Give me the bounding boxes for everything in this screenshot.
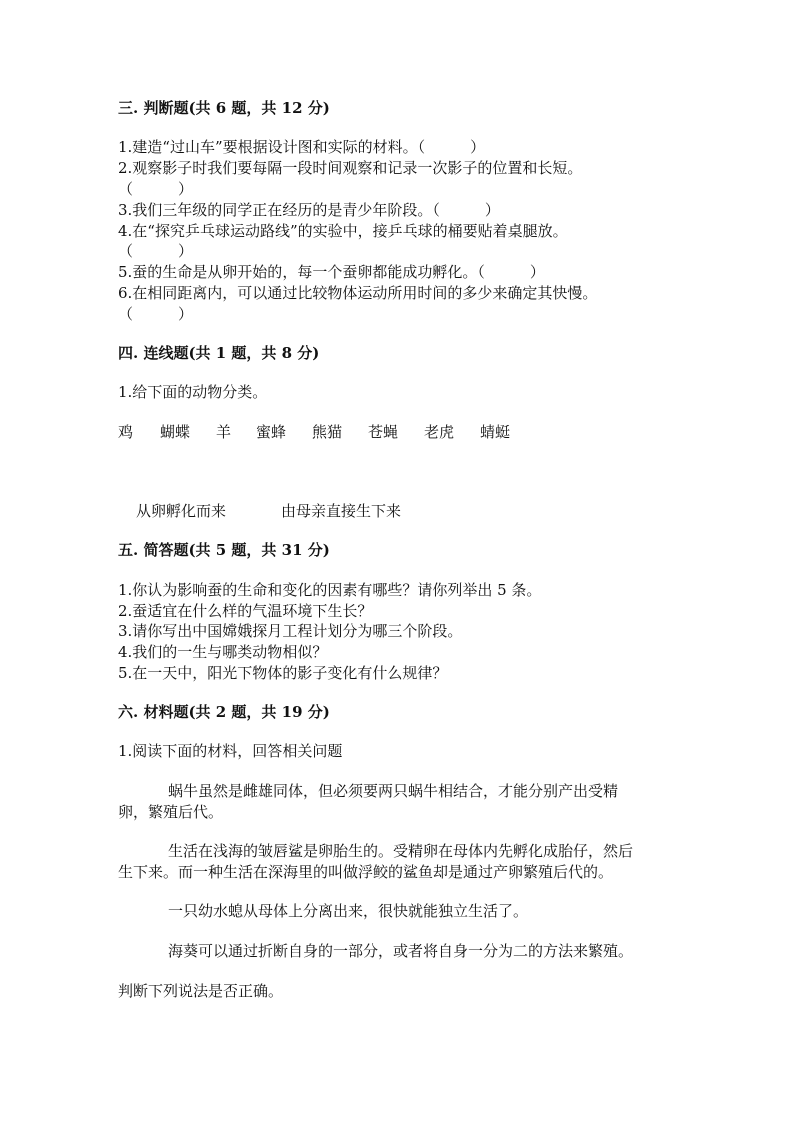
animal-item: 鸡 bbox=[118, 423, 134, 441]
animal-item: 蜜蜂 bbox=[256, 423, 287, 441]
section-3-question-4: 4.在“探究乒乓球运动路线”的实验中，接乒乓球的桶要贴着桌腿放。 bbox=[118, 222, 568, 240]
material-paragraph-1-line-2: 卵，繁殖后代。 bbox=[118, 803, 224, 821]
section-3-question-2-answer-paren: （ ） bbox=[118, 180, 194, 198]
section-6-question-1: 1.阅读下面的材料，回答相关问题 bbox=[118, 742, 343, 760]
material-paragraph-4: 海葵可以通过折断自身的一部分，或者将自身一分为二的方法来繁殖。 bbox=[168, 942, 634, 960]
section-6-title: 六. 材料题(共 2 题，共 19 分) bbox=[118, 703, 330, 721]
material-paragraph-3: 一只幼水螅从母体上分离出来，很快就能独立生活了。 bbox=[168, 902, 529, 920]
animal-item: 蝴蝶 bbox=[160, 423, 191, 441]
category-label: 由母亲直接生下来 bbox=[281, 502, 402, 520]
material-paragraph-2-line-1: 生活在浅海的皱唇鲨是卵胎生的。受精卵在母体内先孵化成胎仔，然后 bbox=[168, 842, 634, 860]
section-5-question-1: 1.你认为影响蚕的生命和变化的因素有哪些？请你列举出 5 条。 bbox=[118, 581, 542, 599]
animal-item: 熊猫 bbox=[312, 423, 343, 441]
material-paragraph-1-line-1: 蜗牛虽然是雌雄同体，但必须要两只蜗牛相结合，才能分别产出受精 bbox=[168, 782, 619, 800]
section-3-question-1: 1.建造“过山车”要根据设计图和实际的材料。（ ） bbox=[118, 138, 486, 156]
section-5-question-3: 3.请你写出中国嫦娥探月工程计划分为哪三个阶段。 bbox=[118, 622, 463, 640]
section-4-title: 四. 连线题(共 1 题，共 8 分) bbox=[118, 344, 320, 362]
section-3-question-5: 5.蚕的生命是从卵开始的，每一个蚕卵都能成功孵化。（ ） bbox=[118, 263, 545, 281]
animal-item: 苍蝇 bbox=[368, 423, 399, 441]
section-3-question-2: 2.观察影子时我们要每隔一段时间观察和记录一次影子的位置和长短。 bbox=[118, 159, 583, 177]
section-4-question-1: 1.给下面的动物分类。 bbox=[118, 383, 268, 401]
section-3-question-3: 3.我们三年级的同学正在经历的是青少年阶段。（ ） bbox=[118, 201, 500, 219]
section-5-question-4: 4.我们的一生与哪类动物相似？ bbox=[118, 643, 328, 661]
section-3-question-6: 6.在相同距离内，可以通过比较物体运动所用时间的多少来确定其快慢。 bbox=[118, 284, 598, 302]
judge-instruction: 判断下列说法是否正确。 bbox=[118, 982, 284, 1000]
animal-item: 老虎 bbox=[424, 423, 455, 441]
animal-item: 蜻蜓 bbox=[480, 423, 511, 441]
animal-item: 羊 bbox=[216, 423, 232, 441]
material-paragraph-2-line-2: 生下来。而一种生活在深海里的叫做浮鲛的鲨鱼却是通过产卵繁殖后代的。 bbox=[118, 863, 614, 881]
section-3-title: 三. 判断题(共 6 题，共 12 分) bbox=[118, 99, 330, 117]
section-5-title: 五. 简答题(共 5 题，共 31 分) bbox=[118, 541, 330, 559]
section-5-question-5: 5.在一天中，阳光下物体的影子变化有什么规律？ bbox=[118, 664, 448, 682]
section-5-question-2: 2.蚕适宜在什么样的气温环境下生长？ bbox=[118, 602, 373, 620]
section-3-question-4-answer-paren: （ ） bbox=[118, 242, 194, 260]
category-label: 从卵孵化而来 bbox=[136, 502, 227, 520]
section-3-question-6-answer-paren: （ ） bbox=[118, 305, 194, 323]
